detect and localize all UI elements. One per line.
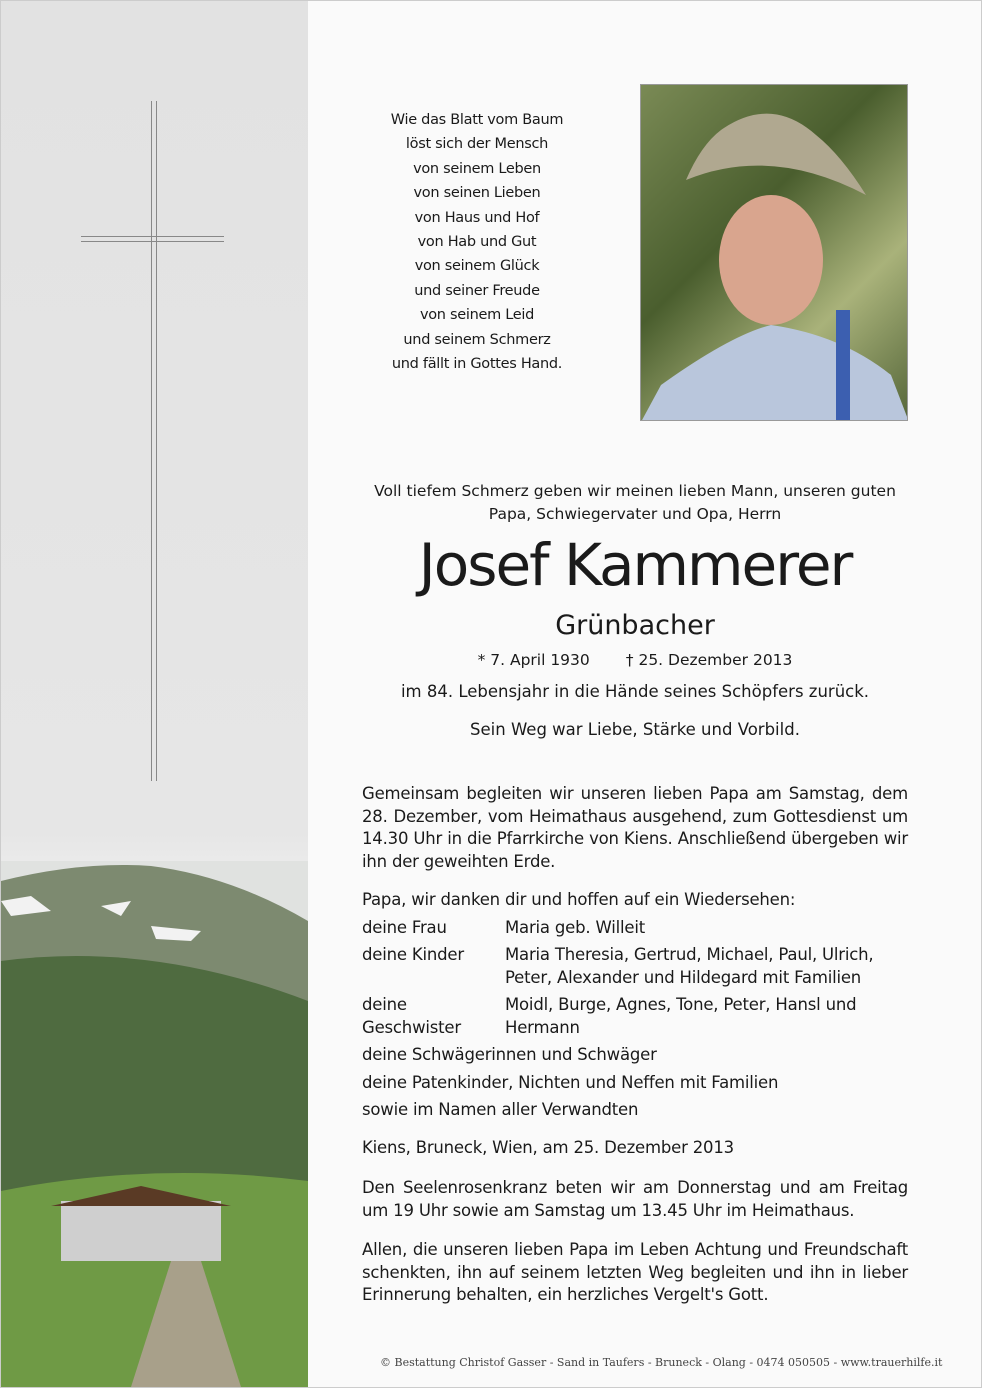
poem-line: von Haus und Hof (414, 209, 540, 226)
poem-line: von Hab und Gut (417, 234, 537, 251)
poem-line: und seinem Schmerz (403, 331, 551, 348)
poem (360, 108, 594, 376)
rosary-text: Den Seelenrosenkranz beten wir am Donnerstag und am Freitag um 19 Uhr sowie am Samstag um 13.45 Uhr im Heimathaus. (362, 1178, 908, 1220)
closing-text: Allen, die unseren lieben Papa im Leben Achtung und Freundschaft schenkten, ihn auf seinem letzten Weg begleiten und ihn in lieber Erinnerung behalten, ein herzliches Vergelt's Gott. (362, 1240, 908, 1304)
poem-line: von seinem Leben (413, 160, 541, 177)
footer: © Bestattung Christof Gasser - Sand in Taufers - Bruneck - Olang - 0474 050505 - www.trauerhilfe.it (380, 1356, 943, 1369)
death-date: † 25. Dezember 2013 (625, 651, 793, 669)
decorative-side-panel (1, 1, 308, 1387)
poem-line: von seinen Lieben (413, 185, 541, 202)
mourners-section (362, 889, 908, 1122)
mourner-row (362, 994, 908, 1039)
intro-line: Voll tiefem Schmerz geben wir meinen lieben Mann, unseren guten (374, 482, 896, 500)
mourner-names: Maria Theresia, Gertrud, Michael, Paul, Ulrich, Peter, Alexander und Hildegard mit Familien (505, 945, 874, 987)
life-dates (360, 651, 910, 669)
motto: Sein Weg war Liebe, Stärke und Vorbild. (470, 720, 800, 739)
mourner-row (362, 944, 908, 989)
cross-icon (151, 101, 157, 781)
poem-line: löst sich der Mensch (405, 136, 549, 153)
nickname: Grünbacher (555, 610, 715, 641)
mourner-names: Maria geb. Willeit (505, 917, 645, 937)
poem-line: und fällt in Gottes Hand. (391, 356, 563, 373)
mourner-line: deine Schwägerinnen und Schwäger (362, 1045, 657, 1064)
mourner-label: deine Geschwister (362, 995, 461, 1037)
mourner-row (362, 917, 908, 940)
deceased-name: Josef Kammerer (418, 531, 852, 599)
mountain-landscape-image (1, 861, 308, 1387)
birth-date: * 7. April 1930 (477, 651, 590, 669)
age-line: im 84. Lebensjahr in die Hände seines Schöpfers zurück. (400, 682, 870, 701)
poem-line: und seiner Freude (414, 282, 540, 299)
poem-line: von seinem Glück (414, 258, 540, 275)
mourner-label: deine Kinder (362, 945, 464, 964)
cross-bar (81, 236, 224, 242)
poem-line: Wie das Blatt vom Baum (390, 112, 564, 128)
poem-line: von seinem Leid (419, 307, 535, 324)
mourner-line: deine Patenkinder, Nichten und Neffen mit Familien (362, 1072, 779, 1092)
thanks-line: Papa, wir danken dir und hoffen auf ein Wiedersehen: (362, 890, 796, 909)
mourner-line: sowie im Namen aller Verwandten (362, 1100, 639, 1119)
place-date: Kiens, Bruneck, Wien, am 25. Dezember 2013 (362, 1138, 734, 1157)
portrait-photo (640, 84, 908, 421)
mourner-label: deine Frau (362, 917, 447, 937)
funeral-text: Gemeinsam begleiten wir unseren lieben Papa am Samstag, dem 28. Dezember, vom Heimathaus ausgehend, zum Gottesdienst um 14.30 Uhr in die Pfarrkirche von Kiens. Anschließend übergeben wir ihn der geweihten Erde. (362, 784, 908, 871)
mourner-names: Moidl, Burge, Agnes, Tone, Peter, Hansl und Hermann (505, 995, 857, 1037)
intro-line: Papa, Schwiegervater und Opa, Herrn (488, 505, 782, 523)
intro-text (360, 480, 910, 526)
